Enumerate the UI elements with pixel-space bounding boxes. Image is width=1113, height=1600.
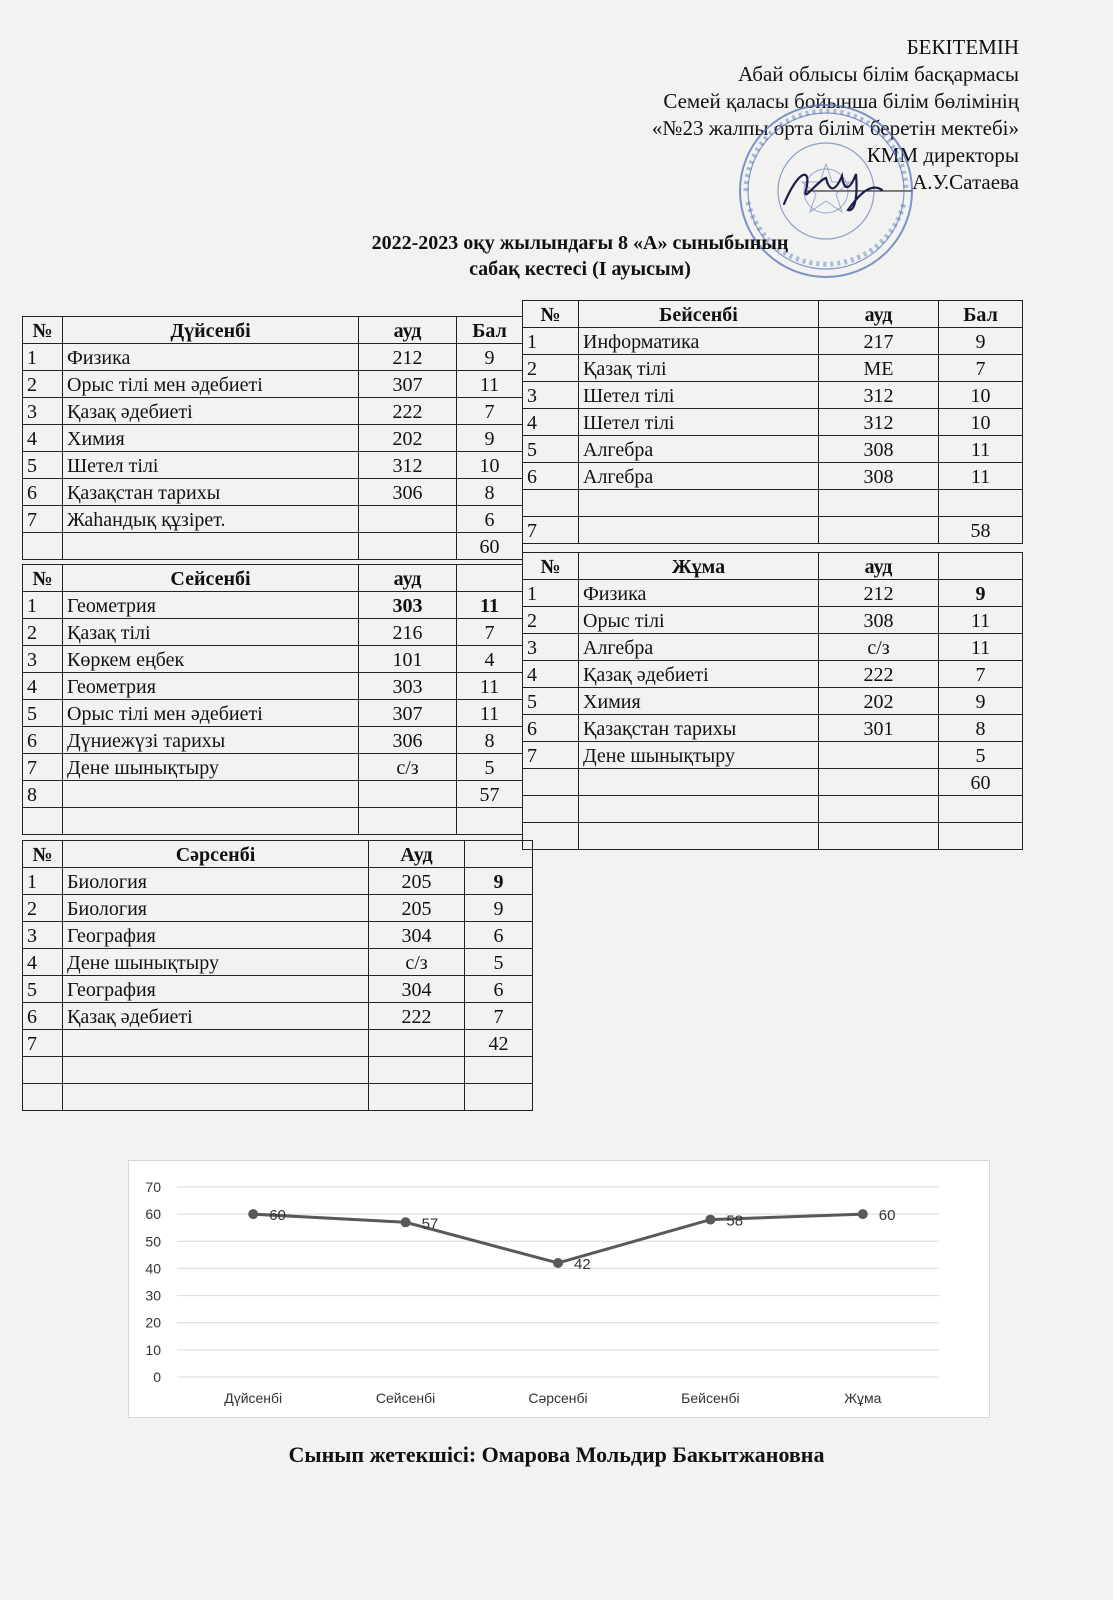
cell: 1 [523,580,579,607]
cell: 2 [23,619,63,646]
cell [523,490,579,517]
cell [939,490,1023,517]
table-row [523,715,1023,742]
table-row [23,673,523,700]
cell: 303 [359,592,457,619]
cell: 308 [819,436,939,463]
cell: 4 [457,646,523,673]
cell [939,823,1023,850]
cell: 7 [465,1003,533,1030]
total-cell: 57 [457,781,523,808]
cell: Биология [63,868,369,895]
table-row [523,580,1023,607]
header-cell: № [23,565,63,592]
header-cell: ауд [819,553,939,580]
approval-line: __________А.У.Сатаева [807,170,1019,194]
table-row [523,382,1023,409]
cell [369,1057,465,1084]
tuesday-table [22,564,523,835]
cell: Геометрия [63,673,359,700]
cell: Алгебра [579,436,819,463]
y-tick-label: 0 [153,1369,161,1385]
title-line-1: 2022-2023 оқу жылындағы 8 «А» сыныбының [371,232,789,254]
cell: 2 [523,607,579,634]
cell: 1 [23,868,63,895]
approval-line: Семей қаласы бойынша білім бөлімінің [663,89,1019,113]
cell: 7 [523,742,579,769]
table-row [23,895,533,922]
cell: 10 [939,409,1023,436]
cell [819,490,939,517]
header-cell: Бейсенбі [579,301,819,328]
table-row [523,436,1023,463]
cell: 9 [939,328,1023,355]
cell: 1 [23,344,63,371]
cell: Дене шынықтыру [63,949,369,976]
cell [819,769,939,796]
cell: 301 [819,715,939,742]
cell: Қазақ әдебиеті [63,1003,369,1030]
table-header-row [23,317,523,344]
cell: 205 [369,895,465,922]
cell: 9 [457,425,523,452]
cell [819,796,939,823]
cell: Дүниежүзі тарихы [63,727,359,754]
table-header-row [23,565,523,592]
table-total-row [523,769,1023,796]
cell: 2 [23,895,63,922]
table-header-row [23,841,533,868]
header-cell: Дүйсенбі [63,317,359,344]
table-row [523,634,1023,661]
cell [465,1084,533,1111]
y-tick-label: 10 [145,1341,161,1358]
cell: 307 [359,371,457,398]
table-row [23,727,523,754]
chart-svg [129,1161,989,1417]
table-row [23,344,523,371]
cell: Информатика [579,328,819,355]
cell: 212 [819,580,939,607]
cell [63,1084,369,1111]
table-total-row [23,1030,533,1057]
series-line [253,1214,863,1263]
cell [465,1057,533,1084]
header-cell: Ауд [369,841,465,868]
cell: 222 [819,661,939,688]
cell: 11 [457,592,523,619]
header-cell: № [23,317,63,344]
cell: Химия [63,425,359,452]
cell: Қазақ тілі [63,619,359,646]
data-point [705,1215,715,1225]
table-row [523,607,1023,634]
cell: 9 [939,580,1023,607]
cell: 3 [23,922,63,949]
cell: Шетел тілі [579,409,819,436]
cell: 304 [369,922,465,949]
cell: 308 [819,607,939,634]
cell: 3 [23,646,63,673]
cell: 6 [523,463,579,490]
cell [23,1057,63,1084]
data-label: 42 [574,1256,591,1273]
cell: Орыс тілі [579,607,819,634]
monday-table [22,316,523,560]
cell: Химия [579,688,819,715]
cell: 303 [359,673,457,700]
cell: 2 [23,371,63,398]
table-row [23,949,533,976]
cell: 7 [23,1030,63,1057]
cell: 7 [457,619,523,646]
cell: с/з [369,949,465,976]
y-tick-label: 50 [145,1233,161,1250]
table-row [23,922,533,949]
cell: 11 [457,700,523,727]
cell: 7 [939,661,1023,688]
cell: 8 [457,727,523,754]
cell: Орыс тілі мен әдебиеті [63,371,359,398]
data-label: 58 [726,1212,744,1230]
cell: 5 [523,688,579,715]
cell: 5 [23,452,63,479]
cell: 308 [819,463,939,490]
cell: 5 [465,949,533,976]
cell: 7 [939,355,1023,382]
cell: 4 [23,673,63,700]
header-cell: Жұма [579,553,819,580]
cell: Дене шынықтыру [579,742,819,769]
cell: 10 [939,382,1023,409]
cell: 202 [819,688,939,715]
table-row [23,808,523,835]
data-point [248,1209,258,1219]
y-tick-label: 70 [145,1179,161,1195]
wednesday-table [22,840,533,1111]
cell: 6 [23,727,63,754]
cell [819,742,939,769]
header-cell: ауд [359,565,457,592]
table-row [23,619,523,646]
table-row [23,1084,533,1111]
header-cell: Бал [457,317,523,344]
cell [23,533,63,560]
cell: 6 [457,506,523,533]
cell: 4 [523,661,579,688]
table-row [523,409,1023,436]
table-row [23,1057,533,1084]
data-point [858,1209,868,1219]
table-row [523,742,1023,769]
table-row [523,355,1023,382]
approval-line: БЕКІТЕМІН [906,35,1019,59]
cell: География [63,922,369,949]
cell: 312 [359,452,457,479]
cell: 8 [457,479,523,506]
cell: 3 [523,634,579,661]
data-point [401,1217,411,1227]
cell: 11 [457,371,523,398]
cell [63,533,359,560]
cell: 7 [457,398,523,425]
table-row [23,700,523,727]
cell: 7 [23,754,63,781]
cell [523,769,579,796]
data-point [553,1258,563,1268]
table-row [23,646,523,673]
cell: Қазақстан тарихы [63,479,359,506]
cell: 11 [939,436,1023,463]
cell: География [63,976,369,1003]
y-tick-label: 40 [145,1260,161,1277]
cell [457,808,523,835]
thursday-table [522,300,1023,544]
cell: 4 [23,425,63,452]
table-total-row [23,781,523,808]
director-signature [778,160,888,216]
cell: 306 [359,727,457,754]
header-cell: Сәрсенбі [63,841,369,868]
cell: с/з [359,754,457,781]
schedule-title [200,230,960,282]
table-row [23,398,523,425]
cell [359,781,457,808]
cell: Қазақ әдебиеті [579,661,819,688]
cell [359,808,457,835]
y-tick-label: 20 [145,1314,161,1331]
table-row [23,479,523,506]
header-cell: ауд [819,301,939,328]
table-row [23,976,533,1003]
table-row [23,506,523,533]
cell: Физика [63,344,359,371]
cell: 307 [359,700,457,727]
cell [579,517,819,544]
x-tick-label: Сәрсенбі [528,1390,588,1406]
cell: Шетел тілі [579,382,819,409]
total-cell: 58 [939,517,1023,544]
y-tick-label: 60 [145,1206,161,1223]
cell: 217 [819,328,939,355]
header-cell: Сейсенбі [63,565,359,592]
cell [579,796,819,823]
class-teacher-line: Сынып жетекшісі: Омарова Мольдир Бакытжановна [288,1442,825,1467]
x-tick-label: Сейсенбі [375,1390,436,1406]
cell: с/з [819,634,939,661]
cell [939,796,1023,823]
title-line-2: сабақ кестесі (І ауысым) [469,258,691,280]
cell [359,533,457,560]
cell: 7 [23,506,63,533]
table-row [23,868,533,895]
table-total-row [523,517,1023,544]
cell: 3 [23,398,63,425]
cell: Орыс тілі мен әдебиеті [63,700,359,727]
friday-table [522,552,1023,850]
cell: Жаһандық құзірет. [63,506,359,533]
cell: 5 [23,976,63,1003]
cell [523,796,579,823]
cell: Қазақ әдебиеті [63,398,359,425]
cell: Қазақ тілі [579,355,819,382]
table-row [523,490,1023,517]
cell: 6 [465,976,533,1003]
cell: 1 [523,328,579,355]
cell: Көркем еңбек [63,646,359,673]
y-tick-label: 30 [145,1287,161,1304]
table-row [23,754,523,781]
cell [819,823,939,850]
total-cell: 60 [939,769,1023,796]
table-header-row [523,301,1023,328]
cell: 4 [523,409,579,436]
cell [579,490,819,517]
approval-line: Абай облысы білім басқармасы [738,62,1019,86]
header-cell: № [523,301,579,328]
cell: 8 [23,781,63,808]
cell [369,1084,465,1111]
cell: 5 [457,754,523,781]
cell: 312 [819,382,939,409]
cell: 9 [465,895,533,922]
cell: 222 [369,1003,465,1030]
table-row [523,688,1023,715]
cell: Физика [579,580,819,607]
table-row [23,371,523,398]
weekly-hours-chart [128,1160,990,1418]
x-tick-label: Дүйсенбі [224,1390,283,1406]
cell: 5 [939,742,1023,769]
cell: 9 [457,344,523,371]
table-row [23,592,523,619]
cell: 6 [23,1003,63,1030]
cell [369,1030,465,1057]
cell: Шетел тілі [63,452,359,479]
cell: МЕ [819,355,939,382]
header-cell [465,841,533,868]
cell [63,781,359,808]
cell: 205 [369,868,465,895]
header-cell [457,565,523,592]
cell: 7 [523,517,579,544]
cell: 11 [939,634,1023,661]
table-row [523,463,1023,490]
table-total-row [23,533,523,560]
data-label: 60 [878,1207,896,1225]
table-row [23,1003,533,1030]
x-tick-label: Бейсенбі [681,1390,740,1406]
table-row [523,328,1023,355]
cell: 306 [359,479,457,506]
table-row [523,796,1023,823]
cell: 3 [523,382,579,409]
table-header-row [523,553,1023,580]
cell: 312 [819,409,939,436]
cell [359,506,457,533]
table-row [23,452,523,479]
cell [23,808,63,835]
cell: Биология [63,895,369,922]
header-cell: № [23,841,63,868]
cell: 11 [939,463,1023,490]
cell: 202 [359,425,457,452]
cell: 5 [523,436,579,463]
cell: Геометрия [63,592,359,619]
cell: 10 [457,452,523,479]
cell: 2 [523,355,579,382]
approval-line: «№23 жалпы орта білім беретін мектебі» [651,116,1019,140]
header-cell: Бал [939,301,1023,328]
cell: 6 [523,715,579,742]
cell: 222 [359,398,457,425]
cell [579,823,819,850]
cell: 9 [939,688,1023,715]
cell: 6 [23,479,63,506]
approval-line: КММ директоры [866,143,1019,167]
cell: 11 [939,607,1023,634]
cell: Дене шынықтыру [63,754,359,781]
header-cell: № [523,553,579,580]
cell: 9 [465,868,533,895]
x-tick-label: Жұма [844,1390,882,1406]
cell: 212 [359,344,457,371]
cell [579,769,819,796]
cell: Қазақстан тарихы [579,715,819,742]
cell: 304 [369,976,465,1003]
table-row [23,425,523,452]
cell: 5 [23,700,63,727]
cell: 6 [465,922,533,949]
cell: Алгебра [579,463,819,490]
cell [63,1030,369,1057]
cell: 8 [939,715,1023,742]
cell: 1 [23,592,63,619]
data-label: 60 [269,1207,286,1225]
cell: Алгебра [579,634,819,661]
cell: 11 [457,673,523,700]
total-cell: 60 [457,533,523,560]
cell: 216 [359,619,457,646]
table-row [523,661,1023,688]
cell: 101 [359,646,457,673]
cell [23,1084,63,1111]
header-cell: ауд [359,317,457,344]
cell [63,808,359,835]
total-cell: 42 [465,1030,533,1057]
cell [819,517,939,544]
table-row [523,823,1023,850]
data-label: 57 [421,1215,439,1233]
header-cell [939,553,1023,580]
cell [63,1057,369,1084]
cell: 4 [23,949,63,976]
